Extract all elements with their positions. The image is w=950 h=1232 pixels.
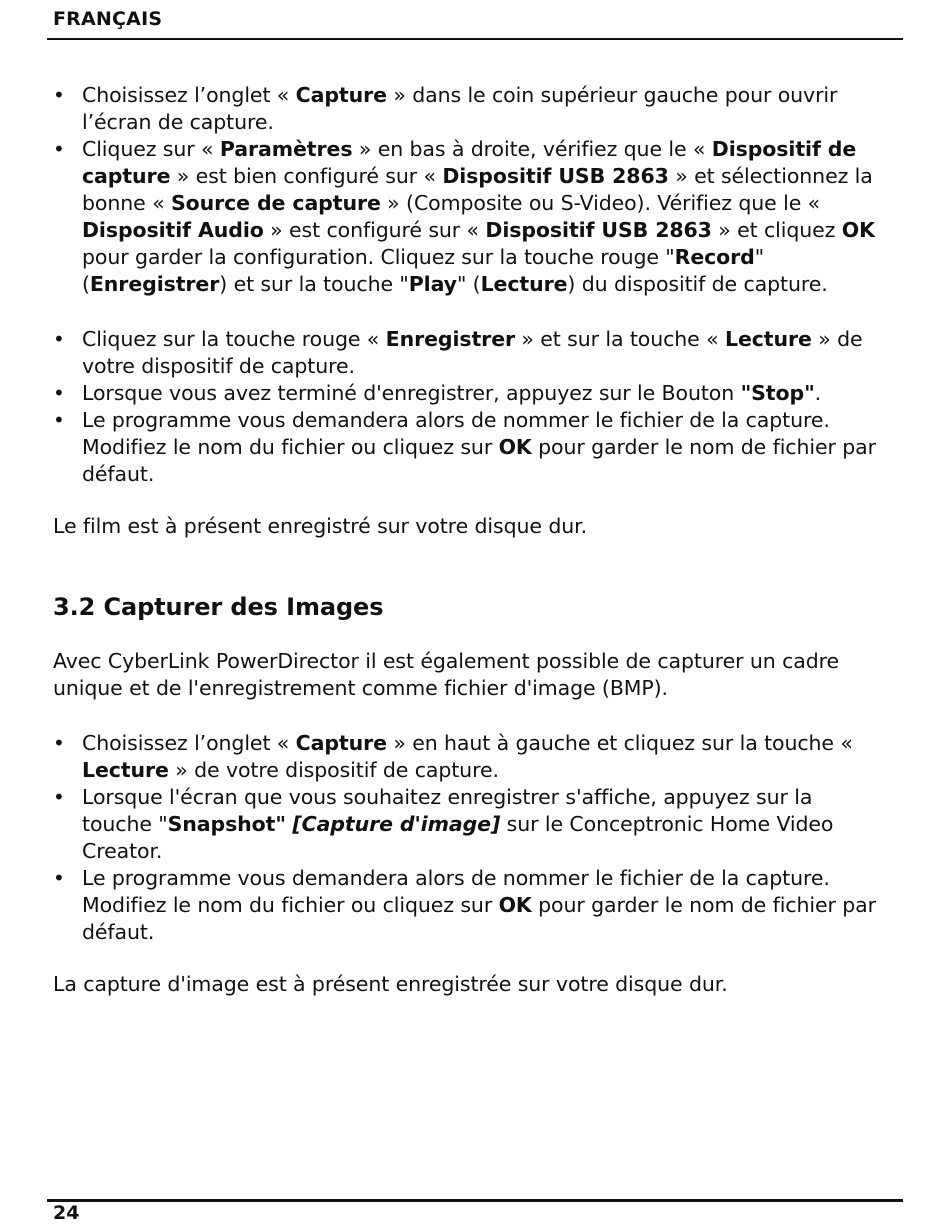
text: " ( bbox=[82, 245, 765, 296]
text: » de votre dispositif de capture. bbox=[82, 327, 863, 378]
spacer bbox=[53, 702, 883, 730]
bold-text: Dispositif USB 2863 bbox=[485, 218, 712, 242]
spacer bbox=[53, 946, 883, 971]
section-title: 3.2 Capturer des Images bbox=[53, 593, 384, 621]
bold-text: Capture bbox=[295, 731, 387, 755]
bold-text: Source de capture bbox=[170, 191, 381, 215]
list-item bbox=[53, 380, 883, 407]
text: pour garder le nom de fichier par défaut. bbox=[82, 435, 876, 486]
bold-text: Dispositif USB 2863 bbox=[442, 164, 669, 188]
bold-text: Enregistrer bbox=[385, 327, 516, 351]
text: » dans le coin supérieur gauche pour ouvrir l’écran de capture. bbox=[82, 83, 838, 134]
text: » et cliquez bbox=[711, 218, 842, 242]
text: " ( bbox=[456, 272, 481, 296]
bold-italic-text: [Capture d'image] bbox=[292, 812, 501, 836]
bold-text: Dispositif Audio bbox=[82, 218, 264, 242]
page-number: 24 bbox=[53, 1202, 80, 1224]
bold-text: Enregistrer bbox=[89, 272, 220, 296]
list-item bbox=[53, 136, 883, 298]
bold-text: Lecture bbox=[480, 272, 568, 296]
page-content bbox=[53, 82, 883, 998]
bold-text: OK bbox=[841, 218, 875, 242]
list-item bbox=[53, 730, 883, 784]
list-item bbox=[53, 326, 883, 380]
bullet-list-setup bbox=[53, 82, 883, 298]
text: » (Composite ou S-Video). Vérifiez que le « bbox=[380, 191, 821, 215]
text: Lorsque vous avez terminé d'enregistrer, appuyez sur le Bouton bbox=[82, 381, 741, 405]
text: pour garder la configuration. Cliquez sur la touche rouge " bbox=[82, 245, 675, 269]
text: Cliquez sur la touche rouge « bbox=[82, 327, 386, 351]
bold-text: OK bbox=[498, 893, 532, 917]
spacer bbox=[53, 540, 883, 592]
text: Le programme vous demandera alors de nommer le fichier de la capture. Modifiez le nom du fichier ou cliquez sur bbox=[82, 408, 830, 459]
bold-text: "Stop" bbox=[740, 381, 815, 405]
footer-rule bbox=[47, 1199, 903, 1202]
text: » en bas à droite, vérifiez que le « bbox=[352, 137, 712, 161]
closing-paragraph: La capture d'image est à présent enregistrée sur votre disque dur. bbox=[53, 972, 728, 996]
list-item bbox=[53, 407, 883, 488]
closing-paragraph: Le film est à présent enregistré sur votre disque dur. bbox=[53, 514, 588, 538]
text: Cliquez sur « bbox=[82, 137, 220, 161]
text: Choisissez l’onglet « bbox=[82, 83, 296, 107]
bold-text: Play bbox=[408, 272, 457, 296]
text: » de votre dispositif de capture. bbox=[168, 758, 499, 782]
text: » et sur la touche « bbox=[515, 327, 725, 351]
spacer bbox=[53, 488, 883, 513]
text: » est configuré sur « bbox=[263, 218, 486, 242]
text: . bbox=[814, 381, 822, 405]
header-language: FRANÇAIS bbox=[53, 8, 163, 30]
bold-text: Lecture bbox=[82, 758, 169, 782]
bold-text: Lecture bbox=[724, 327, 812, 351]
text: sur le Conceptronic Home Video Creator. bbox=[82, 812, 834, 863]
bold-text: Record bbox=[674, 245, 755, 269]
spacer bbox=[53, 298, 883, 326]
bold-text: OK bbox=[498, 435, 532, 459]
bullet-list-snapshot bbox=[53, 730, 883, 946]
bullet-list-record bbox=[53, 326, 883, 488]
spacer bbox=[53, 622, 883, 648]
header-rule bbox=[47, 38, 903, 40]
text: pour garder le nom de fichier par défaut. bbox=[82, 893, 876, 944]
text: » en haut à gauche et cliquez sur la touche « bbox=[386, 731, 853, 755]
bold-text: Capture bbox=[295, 83, 387, 107]
intro-paragraph: Avec CyberLink PowerDirector il est également possible de capturer un cadre unique et de l'enregistrement comme fichier d'image (BMP). bbox=[53, 649, 840, 700]
text: » et sélectionnez la bonne « bbox=[82, 164, 873, 215]
text: ) et sur la touche " bbox=[219, 272, 409, 296]
list-item bbox=[53, 865, 883, 946]
text: » est bien configuré sur « bbox=[170, 164, 443, 188]
text: Lorsque l'écran que vous souhaitez enregistrer s'affiche, appuyez sur la touche " bbox=[82, 785, 813, 836]
text: Le programme vous demandera alors de nommer le fichier de la capture. Modifiez le nom du fichier ou cliquez sur bbox=[82, 866, 830, 917]
bold-text: Dispositif de capture bbox=[82, 137, 857, 188]
text: ) du dispositif de capture. bbox=[567, 272, 828, 296]
list-item bbox=[53, 784, 883, 865]
bold-text: Paramètres bbox=[219, 137, 353, 161]
bold-text: Snapshot" bbox=[167, 812, 286, 836]
text: Choisissez l’onglet « bbox=[82, 731, 296, 755]
list-item bbox=[53, 82, 883, 136]
